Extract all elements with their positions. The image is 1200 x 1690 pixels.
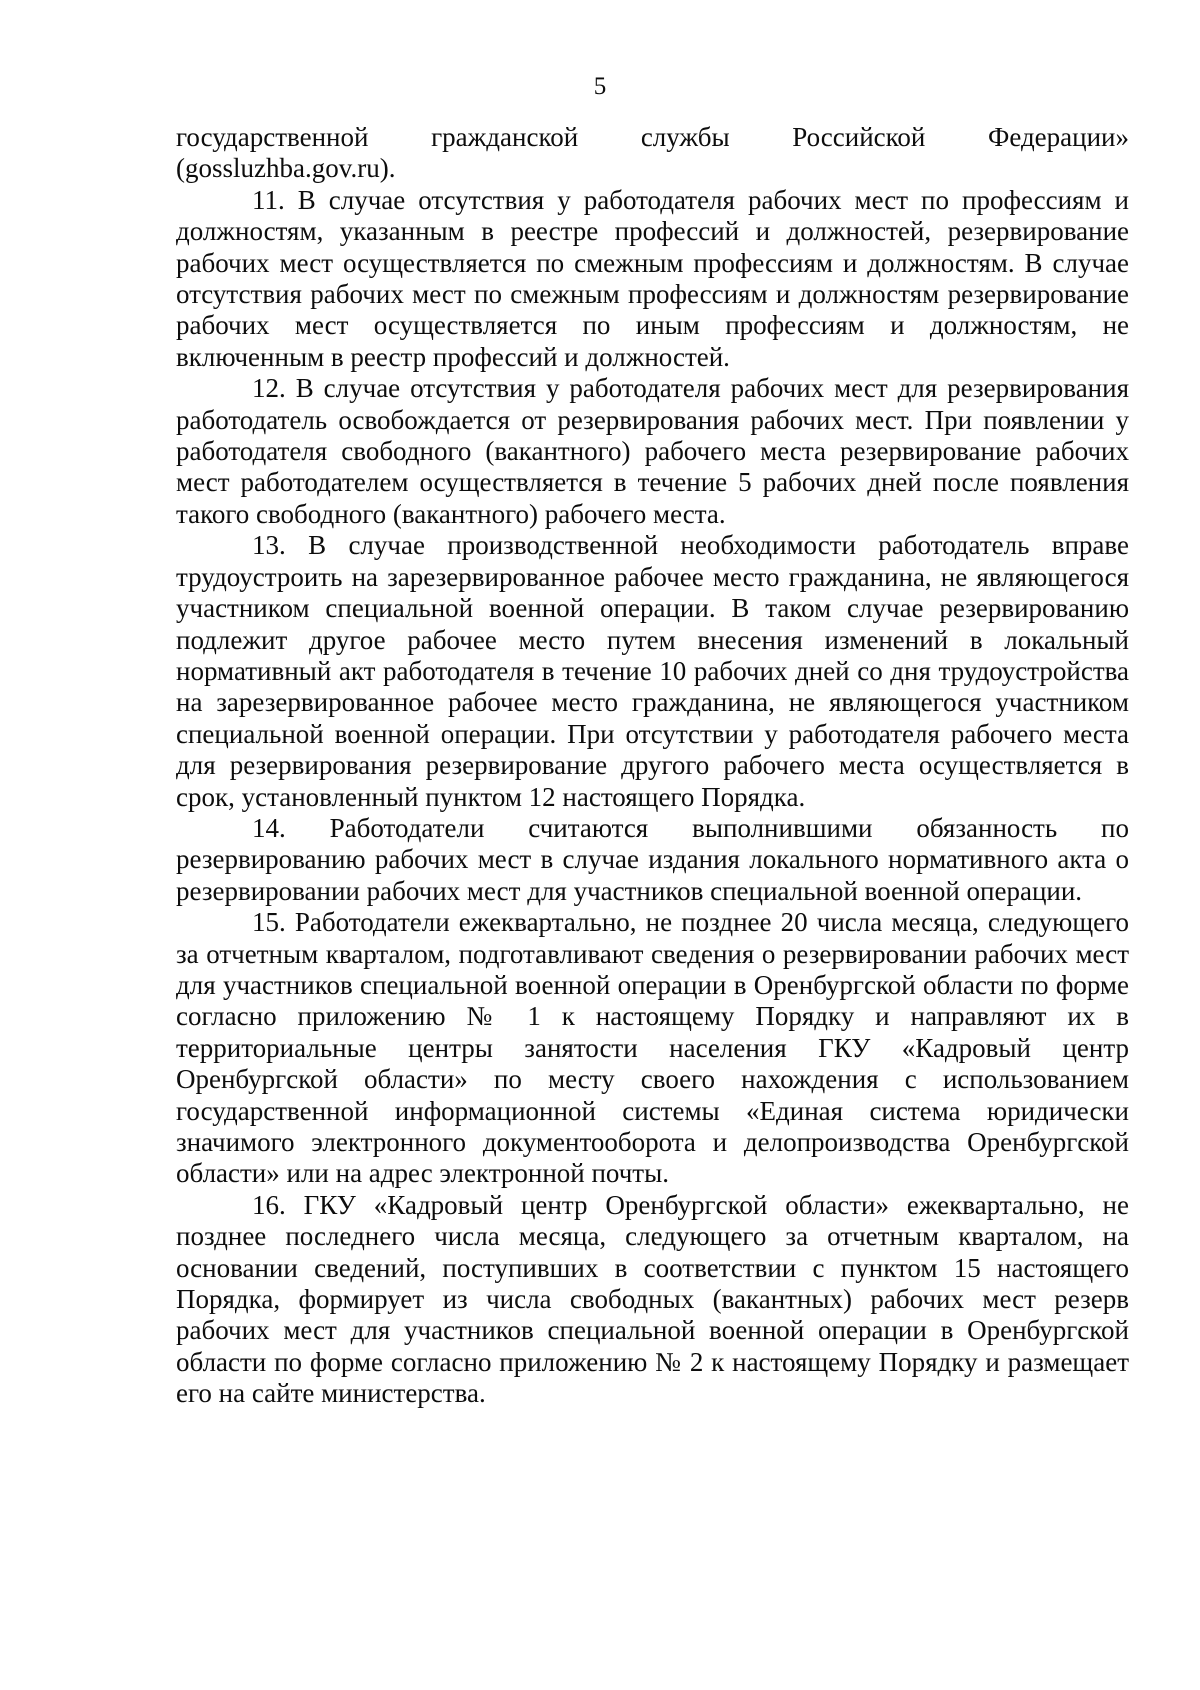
paragraph-text: В случае производственной необходимости работодатель вправе трудоустроить на зарезервированное рабочее место гражданина, не являющегося участником специальной военной операции. В таком случае резервированию подлежит другое рабочее место путем внесения изменений в локальный нормативный акт работодателя в течение 10 рабочих дней со дня трудоустройства на зарезервированное рабочее место гражданина, не являющегося участником специальной военной операции. При отсутствии у работодателя рабочего места для резервирования резервирование другого рабочего места осуществляется в срок, установленный пунктом 12 настоящего Порядка. (176, 530, 1129, 812)
paragraph-text: В случае отсутствия у работодателя рабочих мест по профессиям и должностям, указанным в реестре профессий и должностей, резервирование рабочих мест осуществляется по смежным профессиям и должностям. В случае отсутствия рабочих мест по смежным профессиям и должностям резервирование рабочих мест осуществляется по иным профессиям и должностям, не включенным в реестр профессий и должностей. (176, 184, 1129, 372)
paragraph-number: 14. (252, 812, 286, 843)
paragraph-15 (176, 907, 1129, 1190)
paragraph-14 (176, 813, 1129, 907)
paragraph-number: 16. (252, 1189, 286, 1220)
paragraph-number: 13. (252, 530, 286, 561)
paragraph-12 (176, 373, 1129, 530)
document-body (176, 122, 1129, 1410)
paragraph-text: Работодатели ежеквартально, не позднее 20 числа месяца, следующего за отчетным кварталом, подготавливают сведения о резервировании рабочих мест для участников специальной военной операции в Оренбургской области по форме согласно приложению № 1 к настоящему Порядку и направляют их в территориальные центры занятости населения ГКУ «Кадровый центр Оренбургской области» по месту своего нахождения с использованием государственной информационной системы «Единая система юридически значимого электронного документооборота и делопроизводства Оренбургской области» или на адрес электронной почты. (176, 907, 1129, 1189)
paragraph-text: В случае отсутствия у работодателя рабочих мест для резервирования работодатель освобождается от резервирования рабочих мест. При появлении у работодателя свободного (вакантного) рабочего места резервирование рабочих мест работодателем осуществляется в течение 5 рабочих дней после появления такого свободного (вакантного) рабочего места. (176, 373, 1129, 529)
paragraph-continuation (176, 122, 1129, 185)
paragraph-text: ГКУ «Кадровый центр Оренбургской области» ежеквартально, не позднее последнего числа месяца, следующего за отчетным кварталом, на основании сведений, поступивших в соответствии с пунктом 15 настоящего Порядка, формирует из числа свободных (вакантных) рабочих мест резерв рабочих мест для участников специальной военной операции в Оренбургской области по форме согласно приложению № 2 к настоящему Порядку и размещает его на сайте министерства. (176, 1189, 1129, 1409)
paragraph-13 (176, 530, 1129, 813)
page-number: 5 (593, 73, 607, 100)
paragraph-number: 15. (252, 907, 286, 938)
paragraph-16 (176, 1190, 1129, 1410)
paragraph-number: 12. (252, 373, 286, 404)
paragraph-number: 11. (252, 184, 285, 215)
paragraph-text: Работодатели считаются выполнившими обязанность по резервированию рабочих мест в случае издания локального нормативного акта о резервировании рабочих мест для участников специальной военной операции. (176, 812, 1129, 906)
paragraph-11 (176, 185, 1129, 373)
paragraph-text: государственной гражданской службы Российской Федерации» (gossluzhba.gov.ru). (176, 122, 1129, 184)
